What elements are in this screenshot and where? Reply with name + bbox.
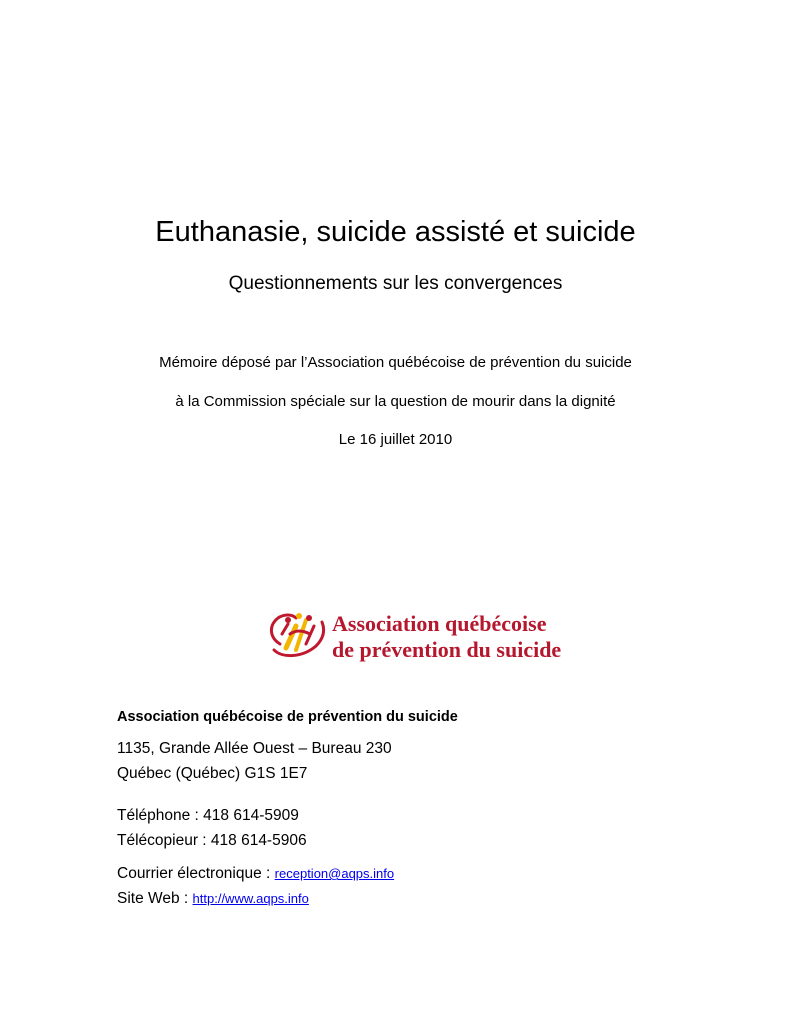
- logo-line-1: Association québécoise: [332, 611, 547, 636]
- fax-line: Télécopieur : 418 614-5906: [117, 832, 307, 849]
- address-line-1: 1135, Grande Allée Ouest – Bureau 230: [117, 740, 392, 757]
- email-link[interactable]: reception@aqps.info: [274, 866, 395, 881]
- email-label: Courrier électronique :: [117, 865, 275, 882]
- date-line: Le 16 juillet 2010: [338, 431, 453, 448]
- aqps-logo: [262, 604, 562, 666]
- logo-line-2: de prévention du suicide: [332, 637, 562, 662]
- organization-name: Association québécoise de prévention du suicide: [117, 709, 458, 725]
- website-label: Site Web :: [117, 890, 193, 907]
- website-row: [117, 888, 309, 910]
- submission-line: Mémoire déposé par l’Association québécoise de prévention du suicide: [159, 354, 632, 371]
- email-row: [117, 863, 394, 885]
- phone-line: Téléphone : 418 614-5909: [117, 807, 299, 824]
- address-line-2: Québec (Québec) G1S 1E7: [117, 765, 308, 782]
- document-subtitle: Questionnements sur les convergences: [228, 273, 563, 294]
- aqps-emblem-icon: [271, 613, 323, 656]
- commission-line: à la Commission spéciale sur la question de mourir dans la dignité: [175, 393, 616, 410]
- website-link[interactable]: http://www.aqps.info: [192, 891, 309, 906]
- document-title: Euthanasie, suicide assisté et suicide: [155, 216, 636, 248]
- aqps-logo-graphic: [262, 604, 562, 666]
